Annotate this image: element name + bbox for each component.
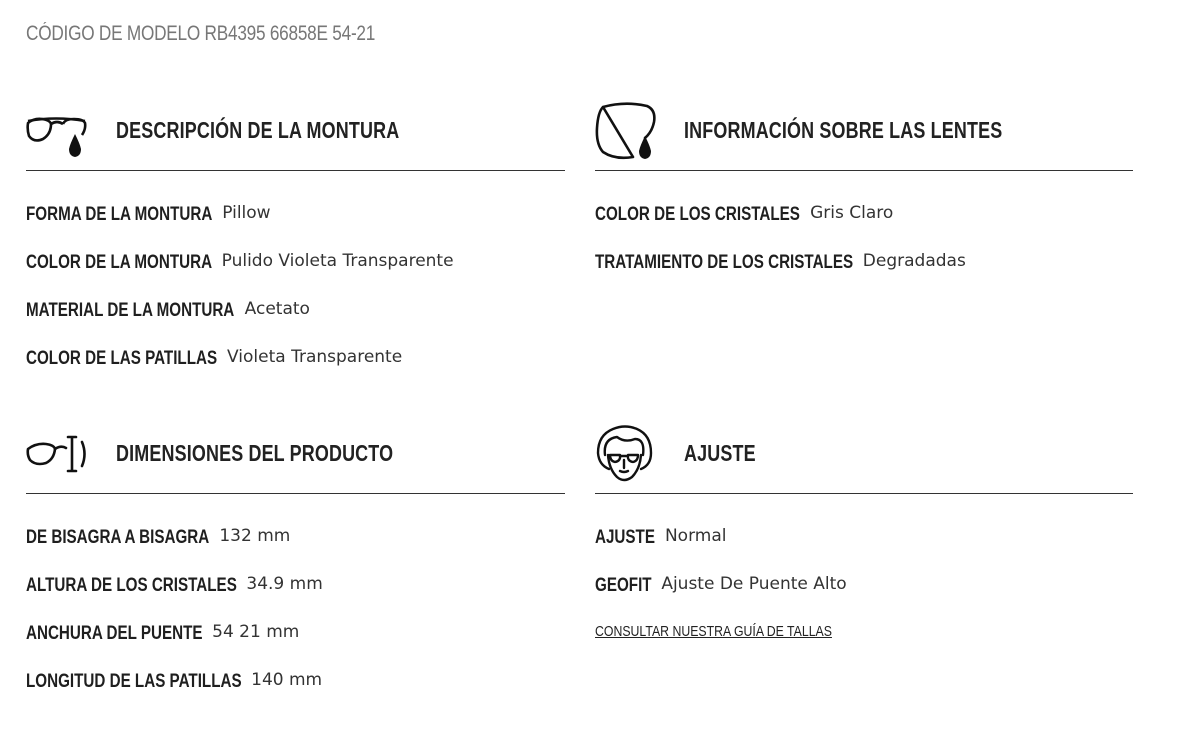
frame-material-value: Acetato (244, 299, 310, 319)
temple-length-value: 140 mm (251, 670, 323, 690)
lens-height-row (26, 574, 565, 622)
aviator-glasses-drop-icon (26, 102, 88, 162)
frame-shape-label: FORMA DE LA MONTURA (26, 204, 213, 225)
fit-value: Normal (664, 526, 727, 546)
dimensions-section (26, 423, 565, 718)
temple-color-row (26, 347, 565, 395)
lens-attribute-list (595, 171, 1133, 299)
dimensions-section-title: DIMENSIONES DEL PRODUCTO (116, 440, 394, 466)
temple-length-label: LONGITUD DE LAS PATILLAS (26, 671, 242, 692)
geofit-label: GEOFIT (595, 575, 652, 596)
hinge-to-hinge-label: DE BISAGRA A BISAGRA (26, 527, 210, 548)
fit-attribute-list (595, 494, 1133, 641)
lens-treatment-row (595, 251, 1133, 299)
bridge-width-label: ANCHURA DEL PUENTE (26, 623, 203, 644)
model-code: CÓDIGO DE MODELO RB4395 66858E 54-21 (26, 22, 376, 45)
fit-row (595, 526, 1133, 574)
geofit-row (595, 574, 1133, 622)
frame-material-row (26, 299, 565, 347)
frame-color-label: COLOR DE LA MONTURA (26, 252, 213, 273)
lens-height-label: ALTURA DE LOS CRISTALES (26, 575, 237, 596)
lens-section-title: INFORMACIÓN SOBRE LAS LENTES (684, 117, 1003, 143)
frame-description-section (26, 100, 565, 395)
temple-color-value: Violeta Transparente (227, 347, 403, 367)
lens-treatment-label: TRATAMIENTO DE LOS CRISTALES (595, 252, 854, 273)
frame-material-label: MATERIAL DE LA MONTURA (26, 300, 235, 321)
size-guide-link[interactable]: CONSULTAR NUESTRA GUÍA DE TALLAS (595, 623, 832, 640)
lens-drop-icon (595, 102, 657, 162)
frame-attribute-list (26, 171, 565, 395)
frame-shape-row (26, 203, 565, 251)
fit-label: AJUSTE (595, 527, 655, 548)
frame-section-header (26, 100, 565, 171)
fit-section-header (595, 423, 1133, 494)
lens-treatment-value: Degradadas (862, 251, 966, 271)
face-with-glasses-icon (595, 425, 657, 485)
lens-color-row (595, 203, 1133, 251)
frame-shape-value: Pillow (222, 203, 271, 223)
bridge-width-row (26, 622, 565, 670)
dimensions-section-header (26, 423, 565, 494)
lens-info-section (595, 100, 1133, 299)
lens-height-value: 34.9 mm (246, 574, 323, 594)
frame-color-value: Pulido Violeta Transparente (221, 251, 454, 271)
hinge-to-hinge-row (26, 526, 565, 574)
hinge-to-hinge-value: 132 mm (219, 526, 291, 546)
bridge-width-value: 54 21 mm (212, 622, 300, 642)
temple-color-label: COLOR DE LAS PATILLAS (26, 348, 218, 369)
fit-section (595, 423, 1133, 641)
geofit-value: Ajuste De Puente Alto (661, 574, 847, 594)
dimensions-list (26, 494, 565, 718)
lens-color-label: COLOR DE LOS CRISTALES (595, 204, 800, 225)
frame-color-row (26, 251, 565, 299)
lens-section-header (595, 100, 1133, 171)
glasses-measure-icon (26, 425, 88, 485)
lens-color-value: Gris Claro (810, 203, 894, 223)
temple-length-row (26, 670, 565, 718)
fit-section-title: AJUSTE (684, 440, 756, 466)
frame-section-title: DESCRIPCIÓN DE LA MONTURA (116, 117, 400, 143)
